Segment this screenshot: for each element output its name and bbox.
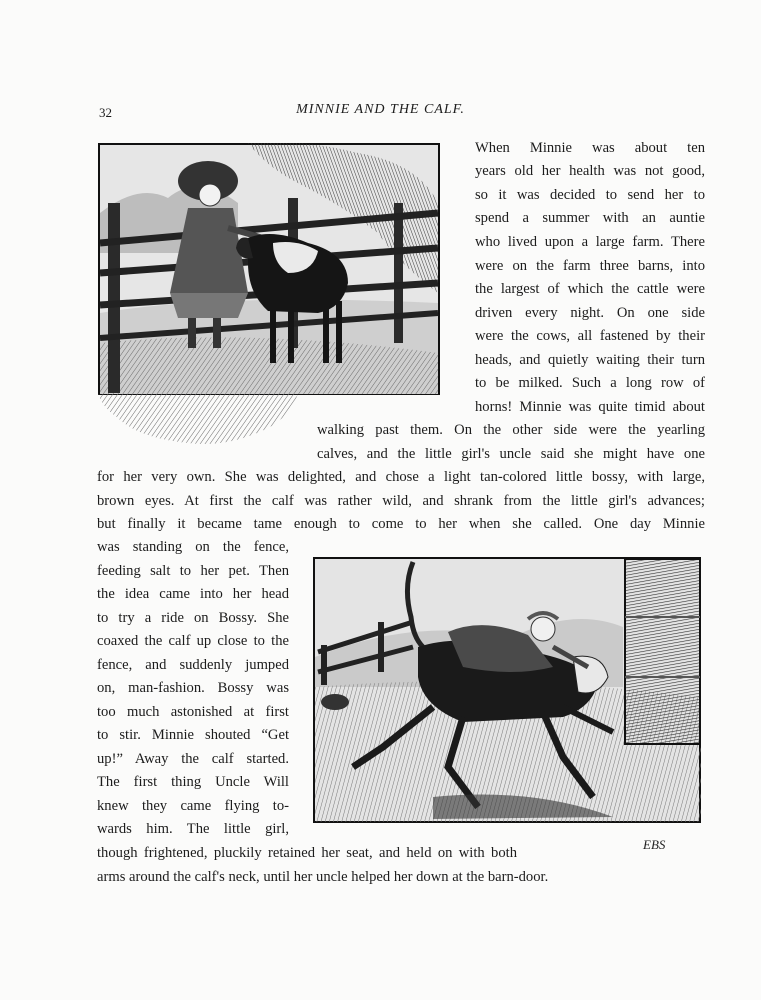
illustration-girl-at-fence bbox=[98, 143, 440, 453]
artist-signature: EBS bbox=[643, 837, 666, 852]
text-line: to be milked. Such a long row of bbox=[475, 375, 705, 391]
text-line: knew they came flying to- bbox=[97, 798, 289, 814]
text-line: The first thing Uncle Will bbox=[97, 774, 289, 790]
text-line: years old her health was not good, bbox=[475, 163, 705, 179]
text-line: brown eyes. At first the calf was rather wild, and shrank from the little girl's advances; bbox=[97, 493, 705, 509]
text-line: heads, and quietly waiting their turn bbox=[475, 352, 705, 368]
text-line: but finally it became tame enough to come to her when she called. One day Minnie bbox=[97, 516, 705, 532]
text-line: too much astonished at first bbox=[97, 704, 289, 720]
text-line: up!” Away the calf started. bbox=[97, 751, 289, 767]
text-line: was standing on the fence, bbox=[97, 539, 289, 555]
text-line: though frightened, pluckily retained her seat, and held on with both bbox=[97, 845, 517, 861]
text-line: wards him. The little girl, bbox=[97, 821, 289, 837]
text-line: on, man-fashion. Bossy was bbox=[97, 680, 289, 696]
text-line: When Minnie was about ten bbox=[475, 140, 705, 156]
text-line: driven every night. On one side bbox=[475, 305, 705, 321]
text-line: horns! Minnie was quite timid about bbox=[475, 399, 705, 415]
text-line: for her very own. She was delighted, and chose a light tan-colored little bossy, with large, bbox=[97, 469, 705, 485]
text-line: walking past them. On the other side were the yearling bbox=[317, 422, 705, 438]
page-title: MINNIE AND THE CALF. bbox=[296, 102, 465, 117]
illustration-calf-ride bbox=[313, 557, 703, 873]
text-line: to stir. Minnie shouted “Get bbox=[97, 727, 289, 743]
text-line: coaxed the calf up close to the bbox=[97, 633, 289, 649]
text-line: fence, and suddenly jumped bbox=[97, 657, 289, 673]
page-number: 32 bbox=[99, 105, 112, 120]
text-line: calves, and the little girl's uncle said she might have one bbox=[317, 446, 705, 462]
text-line: spend a summer with an auntie bbox=[475, 210, 705, 226]
running-header bbox=[0, 100, 761, 124]
text-line: were the cows, all fastened by their bbox=[475, 328, 705, 344]
text-line: the idea came into her head bbox=[97, 586, 289, 602]
text-line: who lived upon a large farm. There bbox=[475, 234, 705, 250]
text-line: so it was decided to send her to bbox=[475, 187, 705, 203]
text-line: the largest of which the cattle were bbox=[475, 281, 705, 297]
text-line: feeding salt to her pet. Then bbox=[97, 563, 289, 579]
text-line: to try a ride on Bossy. She bbox=[97, 610, 289, 626]
text-line: arms around the calf's neck, until her uncle helped her down at the barn-door. bbox=[97, 869, 549, 885]
text-line: were on the farm three barns, into bbox=[475, 258, 705, 274]
